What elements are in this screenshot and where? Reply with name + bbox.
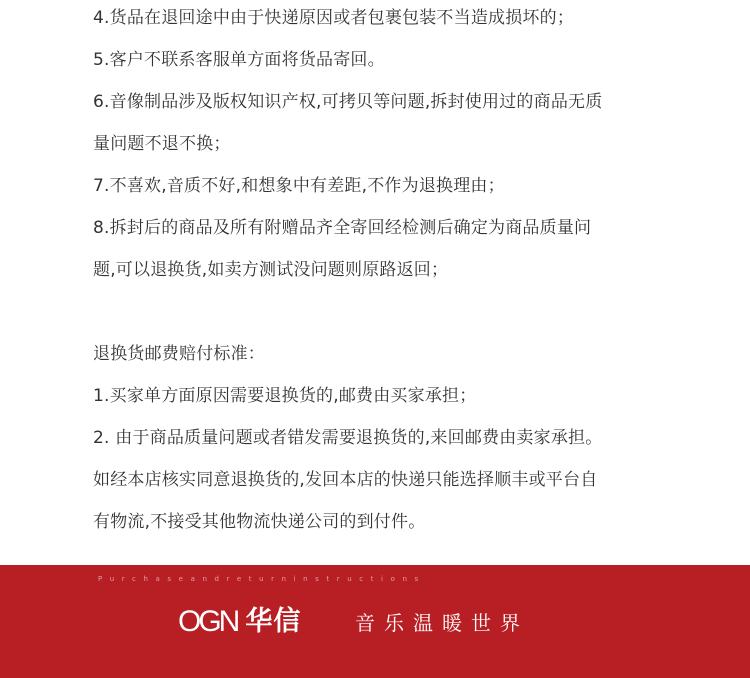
- tagline-english: Purchaseandreturninstructions: [98, 575, 426, 583]
- policy-line-5: 5.客户不联系客服单方面将货品寄回。: [93, 50, 385, 70]
- compensation-line-1: 1.买家单方面原因需要退换货的,邮费由买家承担；: [93, 386, 477, 406]
- brand-footer: [0, 565, 750, 678]
- compensation-line-3-cont: 有物流,不接受其他物流快递公司的到付件。: [93, 512, 426, 532]
- policy-line-7: 7.不喜欢,音质不好,和想象中有差距,不作为退换理由；: [93, 176, 505, 196]
- brand-logo: [178, 605, 301, 639]
- policy-line-8-cont: 题,可以退换货,如卖方测试没问题则原路返回；: [93, 260, 449, 280]
- logo-chinese-name: 华信: [245, 606, 302, 637]
- policy-line-6-cont: 量问题不退不换；: [93, 134, 231, 154]
- logo-mark: OGN: [178, 605, 238, 638]
- compensation-line-2: 2. 由于商品质量问题或者错发需要退换货的,来回邮费由卖家承担。: [93, 428, 603, 448]
- policy-line-6: 6.音像制品涉及版权知识产权,可拷贝等问题,拆封使用过的商品无质: [93, 92, 603, 112]
- compensation-line-3: 如经本店核实同意退换货的,发回本店的快递只能选择顺丰或平台自: [93, 470, 598, 490]
- compensation-heading: 退换货邮费赔付标准：: [93, 344, 265, 364]
- policy-line-8: 8.拆封后的商品及所有附赠品齐全寄回经检测后确定为商品质量问: [93, 218, 592, 238]
- policy-line-4: 4.货品在退回途中由于快递原因或者包裹包装不当造成损坏的；: [93, 8, 575, 28]
- brand-slogan: 音乐温暖世界: [355, 611, 529, 635]
